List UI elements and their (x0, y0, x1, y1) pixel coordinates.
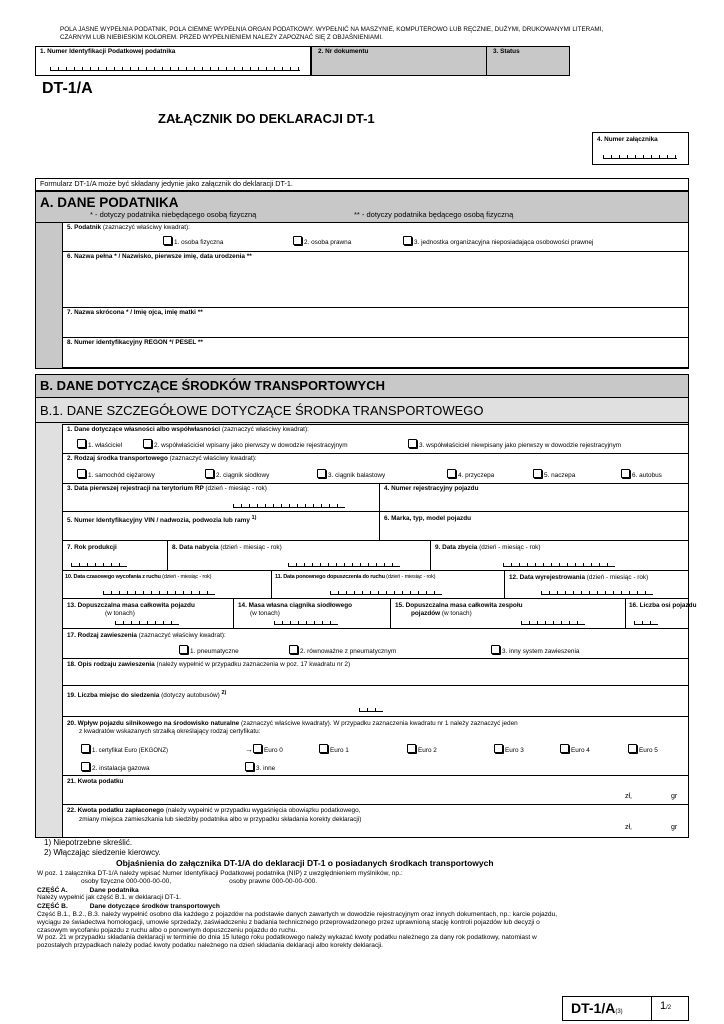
make-model-field[interactable]: 6. Marka, typ, model pojazdu (379, 511, 689, 541)
form-code: DT-1/A (42, 80, 93, 97)
combination-weight-field[interactable]: 15. Dopuszczalna masa całkowita zespołu pojazdów (w tonach) (390, 598, 626, 629)
vin-field[interactable]: 5. Numer Identyfikacyjny VIN / nadwozia, podwozia lub ramy $^{1)}$ (62, 511, 380, 541)
checkbox-icon[interactable] (77, 469, 86, 478)
readmission-date-field[interactable]: 11. Data ponownego dopuszczenia do ruchu (dzień - miesiąc - rok) (271, 570, 505, 599)
pneumatic-option[interactable]: 1. pneumatyczne (179, 645, 239, 655)
checkbox-icon[interactable] (77, 439, 86, 448)
footnote-1: 1) Niepotrzebne skreślić. (44, 838, 133, 847)
page-title: ZAŁĄCZNIK DO DEKLARACJI DT-1 (158, 111, 375, 126)
temporary-withdrawal-date-field[interactable]: 10. Data czasowego wycofania z ruchu (dzień - miesiąc - rok) (62, 570, 272, 599)
checkbox-icon[interactable] (560, 744, 569, 753)
equivalent-pneumatic-option[interactable]: 2. równoważne z pneumatycznym (289, 645, 396, 655)
trailer-option[interactable]: 4. przyczepa (447, 469, 494, 479)
semi-tractor-option[interactable]: 2. ciągnik siodłowy (205, 469, 269, 479)
ownership-field: 1. Dane dotyczące własności albo współwłasności (zaznaczyć właściwy kwadrat): 1. właściciel 2. współwłaściciel wpisany jako pierwszy w dowodzie rejestracyjnym 3. współwłaściciel niewpisany jako pierwszy w dowodzie rejestracyjnym (62, 424, 689, 454)
checkbox-icon[interactable] (319, 744, 328, 753)
vehicle-type-field: 2. Rodzaj środka transportowego (zaznaczyć właściwy kwadrat): 1. samochód ciężarowy 2. ciągnik siodłowy 3. ciągnik balastowy 4. przyczepa 5. naczepa 6. autobus (62, 453, 689, 484)
taxpayer-legal-person-option[interactable]: 2. osoba prawna (293, 236, 351, 246)
taxpayer-organization-option[interactable]: 3. jednostka organizacyjna nieposiadająca osobowości prawnej (403, 236, 593, 246)
status-field: 3. Status (486, 46, 570, 76)
gross-weight-field[interactable]: 13. Dopuszczalna masa całkowita pojazdu (w tonach) (62, 598, 234, 629)
nip-ticks (50, 67, 300, 71)
section-a-header: A. DANE PODATNIKA * - dotyczy podatnika niebędącego osobą fizyczną ** - dotyczy podatnika będącego osobą fizyczną (35, 191, 689, 223)
section-b1-header: B.1. DANE SZCZEGÓŁOWE DOTYCZĄCE ŚRODKA TRANSPORTOWEGO (35, 397, 689, 423)
full-name-field[interactable]: 6. Nazwa pełna * / Nazwisko, pierwsze imię, data urodzenia ** (62, 251, 689, 308)
euro0-option[interactable]: → Euro 0 (245, 745, 283, 754)
arrow-right-icon: → (245, 745, 253, 754)
footnote-2: 2) Włączając siedzenie kierowcy. (44, 848, 161, 857)
attachment-number-field[interactable]: 4. Numer załącznika (592, 132, 689, 165)
euro3-option[interactable]: Euro 3 (494, 744, 524, 754)
checkbox-icon[interactable] (143, 439, 152, 448)
regon-pesel-field[interactable]: 8. Numer identyfikacyjny REGON */ PESEL ** (62, 337, 689, 368)
co-owner-first-option[interactable]: 2. współwłaściciel wpisany jako pierwszy w dowodzie rejestracyjnym (143, 439, 348, 449)
explanations-text: W poz. 1 załącznika DT-1/A należy wpisać Numer Identyfikacji Podatkowej podatnika (NIP) z uwzględnieniem myślników, np.: osoby fizyczne 000-000-00-00, osoby prawne 000-00-00-000. CZĘŚĆ A. Dane podatnika Należy wypełnić jak część B.1. w deklaracji DT-1. CZĘŚĆ B. Dane dotyczące środków transportowych Część B.1., B.2., B.3. należy wypełnić osobno dla każdego z pojazdów na podstawie danych zawartych w dowodzie rejestracyjnym oraz innych dokumentach, np.: karcie pojazdu, wyciągu ze świadectwa homologacji, umowie sprzedaży, zaświadczeniu z badania technicznego przeprowadzonego przez uprawnioną stację kontroli pojazdów lub decyzji o czasowym wycofaniu pojazdu z ruchu albo o ponownym dopuszczeniu pojazdu do ruchu. W poz. 21 w przypadku składania deklaracji w terminie do dnia 15 lutego roku podatkowego należy wykazać kwoty podatku należnego za dany rok podatkowy, natomiast w pozostałych przypadkach należy podać kwoty podatku należnego na dzień składania deklaracji albo korekty deklaracji. (37, 870, 558, 950)
acquisition-date-field[interactable]: 8. Data nabycia (dzień - miesiąc - rok) (167, 540, 431, 571)
euro4-option[interactable]: Euro 4 (560, 744, 590, 754)
short-name-field[interactable]: 7. Nazwa skrócona * / Imię ojca, imię matki ** (62, 307, 689, 338)
euro-certificate-option[interactable]: 1. certyfikat Euro (EKGONZ) (81, 744, 168, 754)
checkbox-icon[interactable] (403, 236, 412, 245)
checkbox-icon[interactable] (533, 469, 542, 478)
checkbox-icon[interactable] (293, 236, 302, 245)
taxpayer-type-field: 5. Podatnik (zaznaczyć właściwy kwadrat): 1. osoba fizyczna 2. osoba prawna 3. jednostka organizacyjna nieposiadająca osobowości prawnej (62, 222, 689, 252)
checkbox-icon[interactable] (179, 645, 188, 654)
doc-number-field: 2. Nr dokumentu (311, 46, 487, 76)
other-option[interactable]: 3. inne (245, 762, 275, 772)
checkbox-icon[interactable] (491, 645, 500, 654)
tax-amount-field[interactable]: 21. Kwota podatku zł, gr (62, 775, 689, 805)
euro2-option[interactable]: Euro 2 (407, 744, 437, 754)
environmental-impact-field: 20. Wpływ pojazdu silnikowego na środowisko naturalne (zaznaczyć właściwe kwadraty). W przypadku zaznaczenia kwadratu nr 1 należy zaznaczyć jeden z kwadratów wskazanych strzałką określający rodzaj certyfikatu: 1. certyfikat Euro (EKGONZ) → Euro 0 Euro 1 Euro 2 Euro 3 Euro 4 Euro 5 2. instalacja gazowa 3. inne (62, 716, 689, 776)
gas-installation-option[interactable]: 2. instalacja gazowa (81, 762, 150, 772)
footer-form-code: DT-1/A(3) (562, 996, 652, 1021)
euro5-option[interactable]: Euro 5 (628, 744, 658, 754)
taxpayer-natural-person-option[interactable]: 1. osoba fizyczna (163, 236, 223, 246)
checkbox-icon[interactable] (81, 762, 90, 771)
page-number: 1/2 (651, 996, 689, 1021)
axle-count-field[interactable]: 16. Liczba osi pojazdu (625, 598, 689, 629)
registration-number-field[interactable]: 4. Numer rejestracyjny pojazdu (379, 483, 689, 512)
checkbox-icon[interactable] (408, 439, 417, 448)
suspension-description-field[interactable]: 18. Opis rodzaju zawieszenia (należy wypełnić w przypadku zaznaczenia w poz. 17 kwadratu nr 2) (62, 658, 689, 686)
seats-count-field[interactable]: 19. Liczba miejsc do siedzenia (dotyczy autobusów) $^{2)}$ (62, 685, 689, 717)
paid-tax-amount-field[interactable]: 22. Kwota podatku zapłaconego (należy wypełnić w przypadku wygaśnięcia obowiązku podatkowego, zmiany miejsca zamieszkania lub siedziby podatnika albo w przypadku składania korekty deklaracji) zł, gr (62, 804, 689, 838)
suspension-type-field: 17. Rodzaj zawieszenia (zaznaczyć właściwy kwadrat): 1. pneumatyczne 2. równoważne z pneumatycznym 3. inny system zawieszenia (62, 628, 689, 659)
euro1-option[interactable]: Euro 1 (319, 744, 349, 754)
semi-trailer-option[interactable]: 5. naczepa (533, 469, 575, 479)
deregistration-date-field[interactable]: 12. Data wyrejestrowania (dzień - miesiąc - rok) (504, 570, 689, 599)
checkbox-icon[interactable] (317, 469, 326, 478)
instructions: POLA JASNE WYPEŁNIA PODATNIK, POLA CIEMNE WYPEŁNIA ORGAN PODATKOWY. WYPEŁNIĆ NA MASZYNIE, KOMPUTEROWO LUB RĘCZNIE, DUŻYMI, DRUKOWANYMI LITERAMI, CZARNYM LUB NIEBIESKIM KOLOREM. PRZED WYPEŁNIENIEM NALEŻY ZAPOZNAĆ SIĘ Z OBJAŚNIENIAMI. (60, 26, 604, 41)
checkbox-icon[interactable] (621, 469, 630, 478)
checkbox-icon[interactable] (81, 744, 90, 753)
disposal-date-field[interactable]: 9. Data zbycia (dzień - miesiąc - rok) (430, 540, 689, 571)
checkbox-icon[interactable] (628, 744, 637, 753)
co-owner-other-option[interactable]: 3. współwłaściciel niewpisany jako pierwszy w dowodzie rejestracyjnym (408, 439, 621, 449)
nip-field[interactable]: 1. Numer Identyfikacji Podatkowej podatnika (35, 46, 311, 76)
owner-option[interactable]: 1. właściciel (77, 439, 122, 449)
other-suspension-option[interactable]: 3. inny system zawieszenia (491, 645, 579, 655)
checkbox-icon[interactable] (245, 762, 254, 771)
first-registration-date-field[interactable]: 3. Data pierwszej rejestracji na terytorium RP (dzień - miesiąc - rok) (62, 483, 380, 512)
ballast-tractor-option[interactable]: 3. ciągnik balastowy (317, 469, 385, 479)
bus-option[interactable]: 6. autobus (621, 469, 662, 479)
explanations-title: Objaśnienia do załącznika DT-1/A do deklaracji DT-1 o posiadanych środkach transportowych (116, 858, 494, 868)
section-b-header: B. DANE DOTYCZĄCE ŚRODKÓW TRANSPORTOWYCH (35, 374, 689, 398)
checkbox-icon[interactable] (407, 744, 416, 753)
checkbox-icon[interactable] (253, 744, 262, 753)
tractor-weight-field[interactable]: 14. Masa własna ciągnika siodłowego (w tonach) (233, 598, 391, 629)
form-note: Formularz DT-1/A może być składany jedynie jako załącznik do deklaracji DT-1. (35, 178, 689, 191)
production-year-field[interactable]: 7. Rok produkcji (62, 540, 168, 571)
truck-option[interactable]: 1. samochód ciężarowy (77, 469, 155, 479)
checkbox-icon[interactable] (163, 236, 172, 245)
checkbox-icon[interactable] (205, 469, 214, 478)
checkbox-icon[interactable] (494, 744, 503, 753)
checkbox-icon[interactable] (447, 469, 456, 478)
checkbox-icon[interactable] (289, 645, 298, 654)
